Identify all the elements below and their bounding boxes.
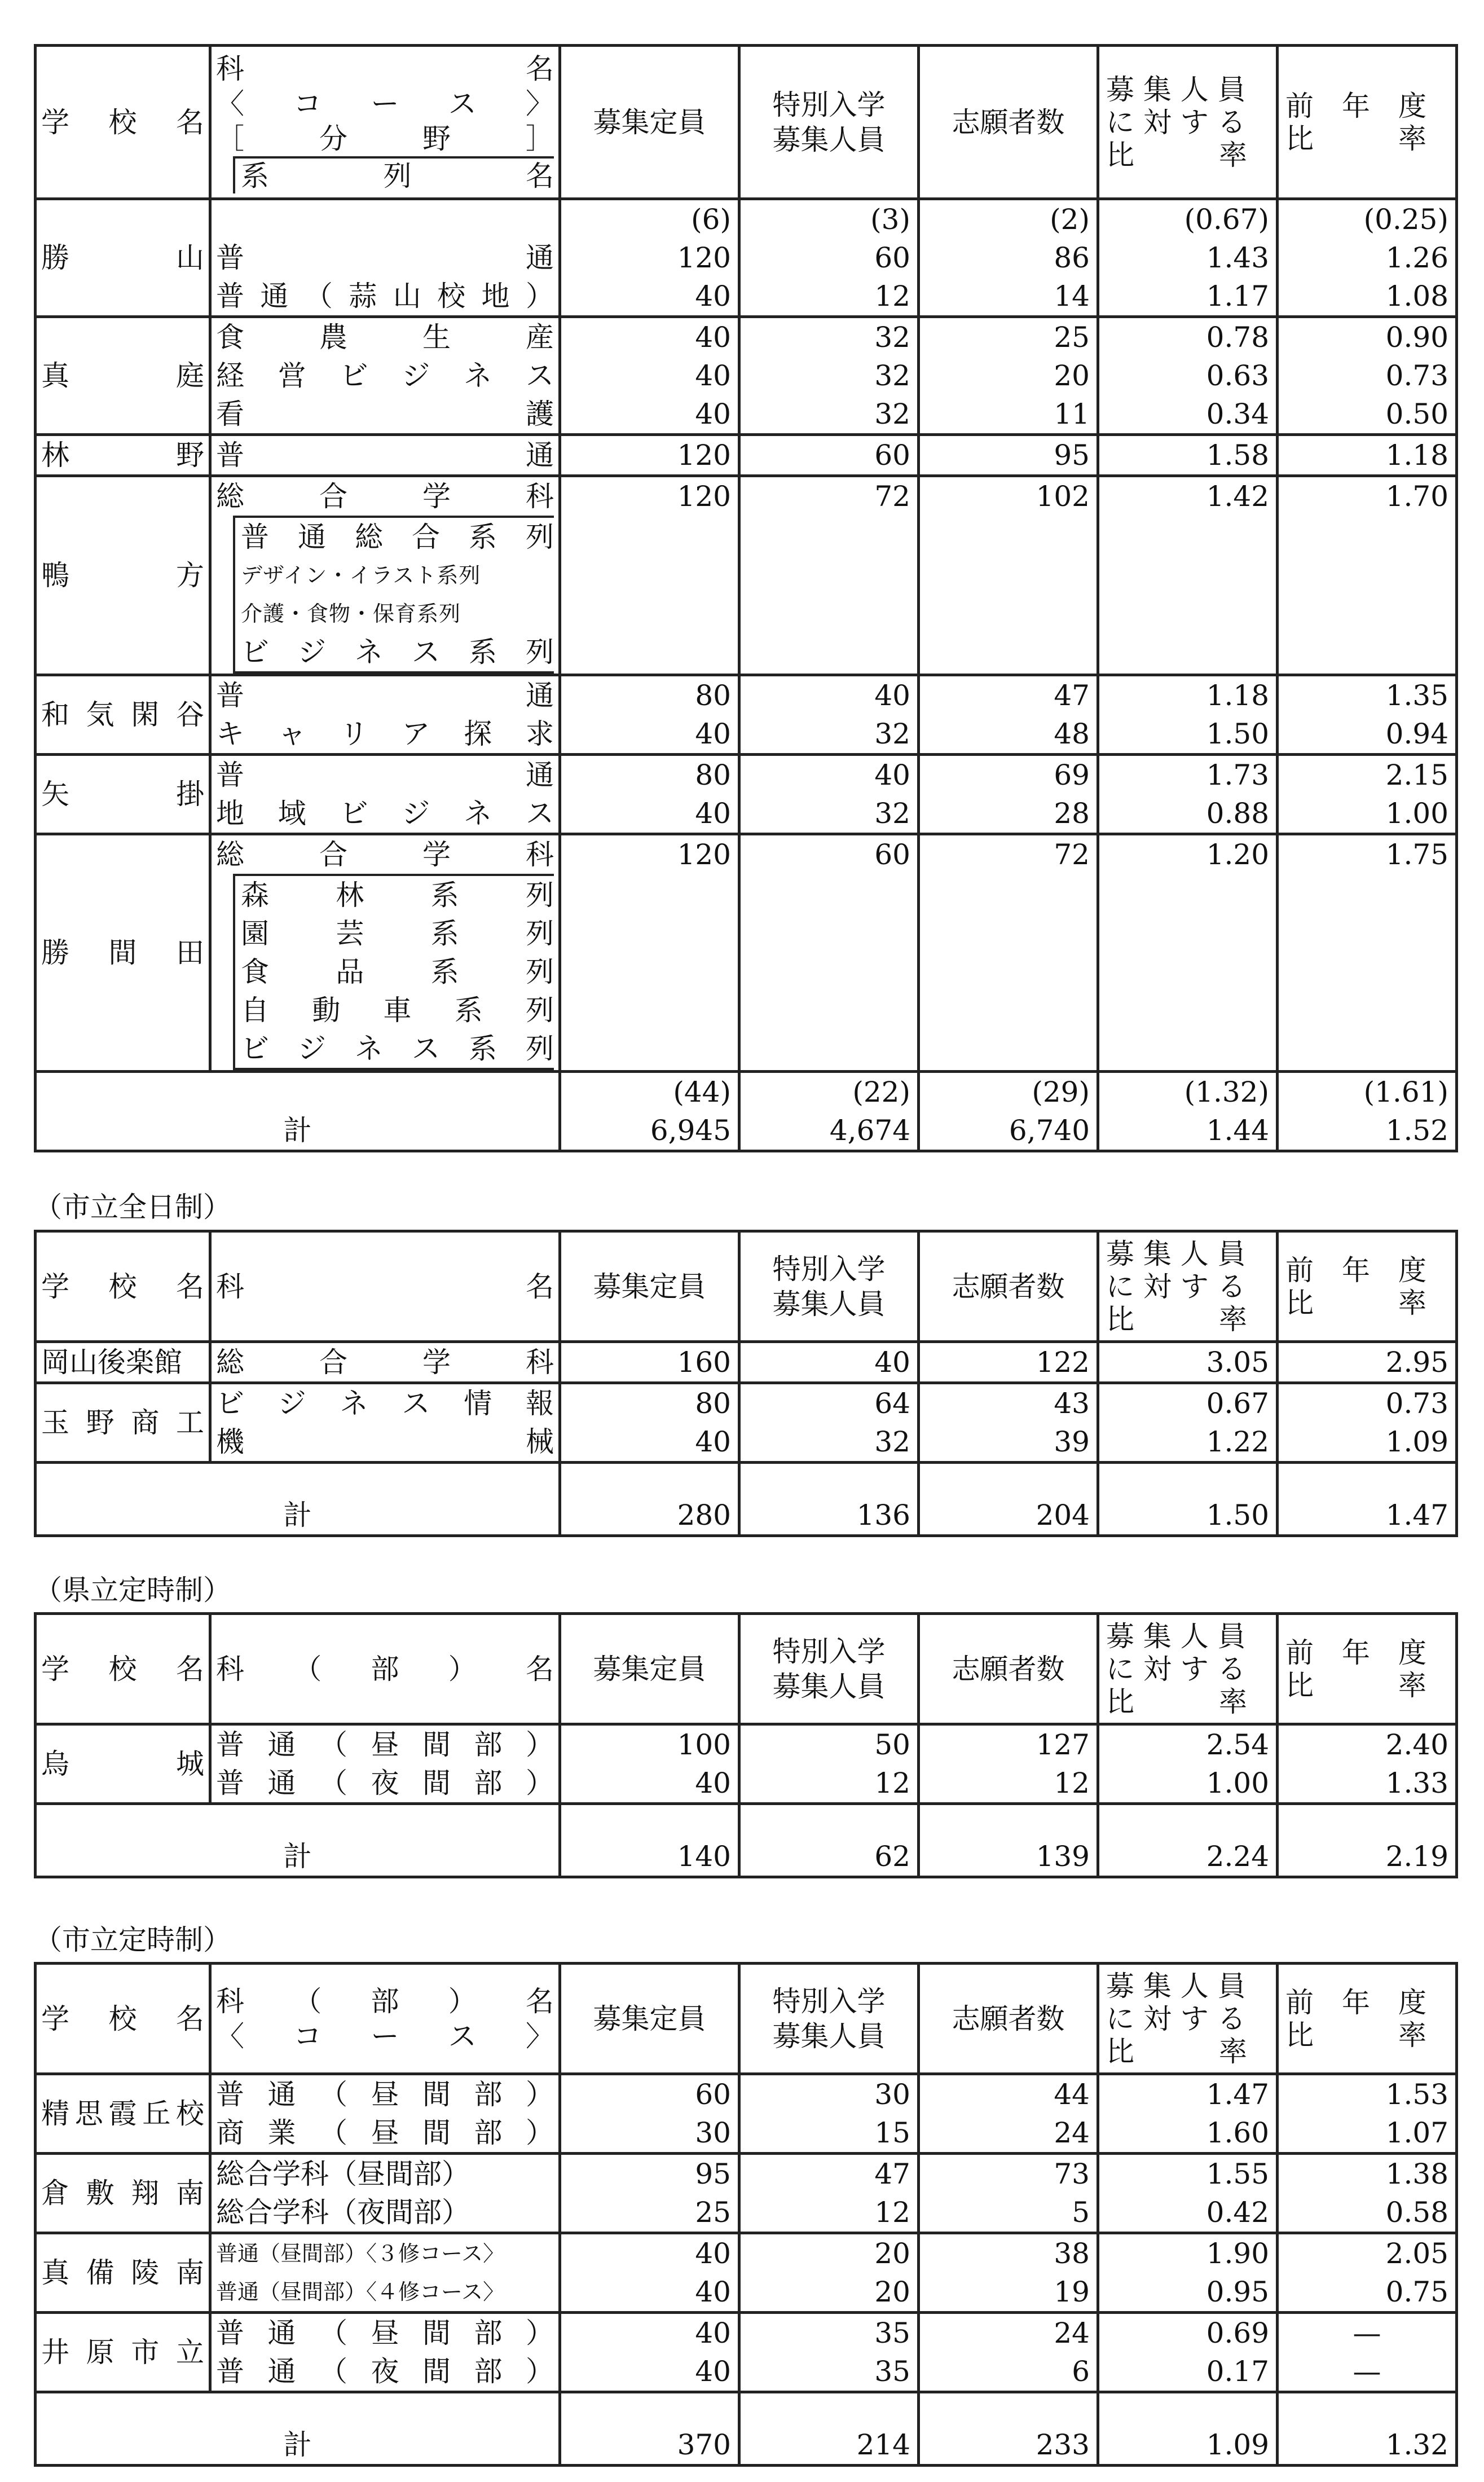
header-ratio: 募 集 人 員 に 対 す る 比 率 [1098, 1614, 1278, 1724]
series-line: ビ ジ ネ ス 系 列 [241, 636, 554, 668]
total-applicants: 204 [919, 1463, 1098, 1536]
table-row [36, 2313, 1457, 2392]
course-line [216, 200, 554, 239]
cell-applicants: (2) 86 14 [919, 199, 1098, 317]
header-course-line: ［ 分 野 ］ [216, 122, 554, 155]
cell-special: 40 [739, 1342, 919, 1383]
header-school [36, 1231, 210, 1342]
school-name [36, 199, 210, 317]
cell-ratio: 1.42 [1098, 476, 1278, 675]
course-line: 商 業 （ 昼 間 部 ） [216, 2116, 554, 2149]
header-course-line: 〈 コ ー ス 〉 [216, 87, 554, 120]
total-label: 計 [36, 1463, 560, 1536]
table-row [36, 2154, 1457, 2233]
header-course-line: 科 名 [216, 52, 554, 85]
table-row [36, 435, 1457, 476]
cell-prev: 1.35 0.94 [1278, 675, 1457, 755]
course-line: 普通（昼間部）〈３修コース〉 [216, 2241, 505, 2266]
cell-capacity: 80 40 [560, 1383, 739, 1463]
cell-special: 60 [739, 435, 919, 476]
course-names [210, 1383, 560, 1463]
cell-capacity: 60 30 [560, 2074, 739, 2154]
school-name [36, 2313, 210, 2392]
cell-ratio: 1.58 [1098, 435, 1278, 476]
header-special: 特別入学 募集人員 [739, 1614, 919, 1724]
cell-capacity: 95 25 [560, 2154, 739, 2233]
course-line: キ ャ リ ア 探 求 [216, 718, 554, 750]
cell-ratio: 1.47 1.60 [1098, 2074, 1278, 2154]
header-applicants: 志願者数 [919, 1964, 1098, 2074]
cell-applicants: 122 [919, 1342, 1098, 1383]
course-names [210, 317, 560, 435]
cell-special: 30 15 [739, 2074, 919, 2154]
header-special: 特別入学 募集人員 [739, 1231, 919, 1342]
table-row [36, 1724, 1457, 1804]
header-school-label: 学 校 名 [41, 2002, 204, 2035]
cell-applicants: 44 24 [919, 2074, 1098, 2154]
header-school-label: 学 校 名 [41, 1270, 204, 1303]
school-name [36, 675, 210, 755]
header-school-label: 学 校 名 [41, 1652, 204, 1686]
total-applicants: (29) 6,740 [919, 1072, 1098, 1151]
total-prev: (1.61) 1.52 [1278, 1072, 1457, 1151]
course-line: 看 護 [216, 398, 554, 430]
course-names [210, 435, 560, 476]
section-caption: （県立定時制） [34, 1574, 231, 1607]
cell-capacity: (6) 120 40 [560, 199, 739, 317]
school-label: 鴨 方 [41, 559, 204, 592]
course-line: 総合学科（昼間部） [216, 2158, 470, 2190]
school-label: 倉 敷 翔 南 [41, 2177, 204, 2210]
course-names [210, 2233, 560, 2313]
cell-applicants: 43 39 [919, 1383, 1098, 1463]
total-capacity: 140 [560, 1804, 739, 1877]
cell-capacity: 40 40 [560, 2233, 739, 2313]
total-capacity: (44) 6,945 [560, 1072, 739, 1151]
cell-ratio: 3.05 [1098, 1342, 1278, 1383]
header-applicants: 志願者数 [919, 1231, 1098, 1342]
cell-applicants: 25 20 11 [919, 317, 1098, 435]
section-caption: （市立定時制） [34, 1924, 231, 1956]
header-school [36, 1964, 210, 2074]
dept-line: 総 合 学 科 [216, 838, 554, 871]
table-city-fulltime [34, 1230, 1455, 1537]
header-course-line: 科 （ 部 ） 名 [216, 1652, 554, 1686]
total-applicants: 233 [919, 2392, 1098, 2466]
cell-applicants: 38 19 [919, 2233, 1098, 2313]
cell-prev: 0.73 1.09 [1278, 1383, 1457, 1463]
total-row [36, 1072, 1457, 1151]
course-line: 普 通 [216, 241, 554, 274]
header-course [210, 1614, 560, 1724]
cell-capacity: 80 40 [560, 675, 739, 755]
cell-applicants: 73 5 [919, 2154, 1098, 2233]
course-names [210, 1342, 560, 1383]
table-row [36, 199, 1457, 317]
course-names [210, 834, 560, 1072]
cell-applicants: 24 6 [919, 2313, 1098, 2392]
header-prev: 前 年 度 比 率 [1278, 1231, 1457, 1342]
total-special: 62 [739, 1804, 919, 1877]
cell-applicants: 95 [919, 435, 1098, 476]
total-label: 計 [36, 1804, 560, 1877]
header-applicants: 志願者数 [919, 1614, 1098, 1724]
cell-capacity: 80 40 [560, 755, 739, 834]
series-line: 介護・食物・保育系列 [241, 601, 461, 626]
cell-applicants: 102 [919, 476, 1098, 675]
school-label: 真 備 陵 南 [41, 2256, 204, 2289]
course-line: 普 通 [216, 439, 554, 472]
table-row [36, 755, 1457, 834]
header-ratio: 募 集 人 員 に 対 す る 比 率 [1098, 1231, 1278, 1342]
series-line: 食 品 系 列 [241, 956, 554, 988]
cell-prev: 1.75 [1278, 834, 1457, 1072]
cell-applicants: 47 48 [919, 675, 1098, 755]
school-name [36, 755, 210, 834]
total-ratio: (1.32) 1.44 [1098, 1072, 1278, 1151]
total-capacity: 370 [560, 2392, 739, 2466]
cell-capacity: 40 40 [560, 2313, 739, 2392]
school-name [36, 2154, 210, 2233]
header-course-line: 科 （ 部 ） 名 [216, 1984, 554, 2018]
cell-ratio: 0.67 1.22 [1098, 1383, 1278, 1463]
course-names [210, 2313, 560, 2392]
dept-line: 総 合 学 科 [216, 480, 554, 513]
header-school [36, 46, 210, 199]
cell-prev: 1.53 1.07 [1278, 2074, 1457, 2154]
cell-special: 60 [739, 834, 919, 1072]
cell-prev: — — [1278, 2313, 1457, 2392]
school-label: 精 思 霞 丘 校 [41, 2097, 204, 2130]
total-special: 214 [739, 2392, 919, 2466]
table-prefectural-fulltime [34, 44, 1455, 1152]
total-prev: 1.47 [1278, 1463, 1457, 1536]
header-school [36, 1614, 210, 1724]
table-row [36, 2074, 1457, 2154]
header-applicants: 志願者数 [919, 46, 1098, 199]
series-line: 森 林 系 列 [241, 879, 554, 912]
school-label: 勝 山 [41, 241, 204, 274]
course-names [210, 199, 560, 317]
cell-capacity: 100 40 [560, 1724, 739, 1804]
course-line: 地 域 ビ ジ ネ ス [216, 797, 554, 830]
cell-prev: 1.18 [1278, 435, 1457, 476]
header-capacity: 募集定員 [560, 1231, 739, 1342]
section-caption: （市立全日制） [34, 1191, 231, 1224]
table-row [36, 476, 1457, 675]
cell-special: 47 12 [739, 2154, 919, 2233]
cell-special: 64 32 [739, 1383, 919, 1463]
cell-capacity: 120 [560, 435, 739, 476]
cell-applicants: 72 [919, 834, 1098, 1072]
cell-ratio: 2.54 1.00 [1098, 1724, 1278, 1804]
series-line: ビ ジ ネ ス 系 列 [241, 1032, 554, 1065]
cell-special: 40 32 [739, 675, 919, 755]
school-label: 勝 間 田 [41, 936, 204, 969]
table-row [36, 675, 1457, 755]
cell-ratio: 1.73 0.88 [1098, 755, 1278, 834]
cell-applicants: 69 28 [919, 755, 1098, 834]
series-box [233, 516, 554, 674]
cell-special: 40 32 [739, 755, 919, 834]
header-capacity: 募集定員 [560, 1614, 739, 1724]
cell-prev: 2.95 [1278, 1342, 1457, 1383]
cell-capacity: 120 [560, 834, 739, 1072]
cell-ratio: 1.90 0.95 [1098, 2233, 1278, 2313]
school-name [36, 1724, 210, 1804]
school-name [36, 435, 210, 476]
course-names [210, 1724, 560, 1804]
cell-prev: (0.25) 1.26 1.08 [1278, 199, 1457, 317]
course-names [210, 675, 560, 755]
cell-ratio: 1.18 1.50 [1098, 675, 1278, 755]
cell-capacity: 120 [560, 476, 739, 675]
header-special: 特別入学 募集人員 [739, 46, 919, 199]
course-line: 普通（昼間部）〈４修コース〉 [216, 2279, 505, 2304]
header-course-line: 系 列 名 [233, 156, 554, 193]
school-name [36, 2074, 210, 2154]
school-name [36, 476, 210, 675]
total-capacity: 280 [560, 1463, 739, 1536]
cell-prev: 1.70 [1278, 476, 1457, 675]
course-line: 普 通 [216, 759, 554, 791]
course-line: 機 械 [216, 1425, 554, 1458]
cell-ratio: 1.20 [1098, 834, 1278, 1072]
cell-applicants: 127 12 [919, 1724, 1098, 1804]
header-course-line: 〈 コ ー ス 〉 [216, 2019, 554, 2053]
header-course [210, 1964, 560, 2074]
table-row [36, 317, 1457, 435]
school-label: 烏 城 [41, 1748, 204, 1780]
course-line: 普 通 （ 昼 間 部 ） [216, 1728, 554, 1761]
header-prev: 前 年 度 比 率 [1278, 1614, 1457, 1724]
school-name [36, 1383, 210, 1463]
header-capacity: 募集定員 [560, 46, 739, 199]
course-names [210, 2074, 560, 2154]
header-school-label: 学 校 名 [41, 105, 204, 139]
school-name [36, 1342, 210, 1383]
school-label: 林 野 [41, 439, 204, 472]
cell-special: (3) 60 12 [739, 199, 919, 317]
table-row [36, 1342, 1457, 1383]
total-prev: 1.32 [1278, 2392, 1457, 2466]
table-row [36, 834, 1457, 1072]
school-label: 玉 野 商 工 [41, 1406, 204, 1439]
course-names [210, 476, 560, 675]
header-course [210, 1231, 560, 1342]
cell-prev: 0.90 0.73 0.50 [1278, 317, 1457, 435]
series-box [233, 874, 554, 1070]
cell-capacity: 40 40 40 [560, 317, 739, 435]
school-label: 矢 掛 [41, 778, 204, 811]
school-name [36, 2233, 210, 2313]
school-label: 井 原 市 立 [41, 2336, 204, 2369]
course-line: 普 通 （ 蒜 山 校 地 ） [216, 280, 554, 313]
course-line: ビ ジ ネ ス 情 報 [216, 1387, 554, 1420]
total-ratio: 1.09 [1098, 2392, 1278, 2466]
total-row [36, 1804, 1457, 1877]
series-line: デザイン・イラスト系列 [241, 563, 481, 588]
course-line: 普 通 [216, 679, 554, 712]
cell-capacity: 160 [560, 1342, 739, 1383]
course-line: 経 営 ビ ジ ネ ス [216, 359, 554, 392]
total-ratio: 2.24 [1098, 1804, 1278, 1877]
total-label: 計 [36, 1072, 560, 1151]
total-prev: 2.19 [1278, 1804, 1457, 1877]
cell-special: 35 35 [739, 2313, 919, 2392]
table-prefectural-parttime [34, 1612, 1455, 1878]
cell-ratio: 0.69 0.17 [1098, 2313, 1278, 2392]
header-ratio: 募 集 人 員 に 対 す る 比 率 [1098, 1964, 1278, 2074]
header-prev: 前 年 度 比 率 [1278, 1964, 1457, 2074]
cell-ratio: 0.78 0.63 0.34 [1098, 317, 1278, 435]
header-course [210, 46, 560, 199]
series-line: 普 通 総 合 系 列 [241, 521, 554, 553]
total-label: 計 [36, 2392, 560, 2466]
header-capacity: 募集定員 [560, 1964, 739, 2074]
header-ratio: 募 集 人 員 に 対 す る 比 率 [1098, 46, 1278, 199]
cell-special: 50 12 [739, 1724, 919, 1804]
total-row [36, 1463, 1457, 1536]
cell-special: 20 20 [739, 2233, 919, 2313]
cell-special: 72 [739, 476, 919, 675]
course-line: 総 合 学 科 [216, 1346, 554, 1379]
cell-prev: 2.15 1.00 [1278, 755, 1457, 834]
header-special: 特別入学 募集人員 [739, 1964, 919, 2074]
course-line: 食 農 生 産 [216, 321, 554, 354]
course-line: 普 通 （ 夜 間 部 ） [216, 2355, 554, 2388]
school-name [36, 834, 210, 1072]
header-course-line: 科 名 [216, 1270, 554, 1303]
cell-prev: 2.05 0.75 [1278, 2233, 1457, 2313]
total-applicants: 139 [919, 1804, 1098, 1877]
table-row [36, 1383, 1457, 1463]
course-names [210, 2154, 560, 2233]
school-name [36, 317, 210, 435]
course-line: 総合学科（夜間部） [216, 2196, 470, 2229]
course-names [210, 755, 560, 834]
cell-prev: 1.38 0.58 [1278, 2154, 1457, 2233]
total-ratio: 1.50 [1098, 1463, 1278, 1536]
school-label: 和 気 閑 谷 [41, 698, 204, 731]
course-line: 普 通 （ 昼 間 部 ） [216, 2317, 554, 2349]
cell-ratio: (0.67) 1.43 1.17 [1098, 199, 1278, 317]
cell-special: 32 32 32 [739, 317, 919, 435]
series-line: 園 芸 系 列 [241, 917, 554, 950]
table-row [36, 2233, 1457, 2313]
total-row [36, 2392, 1457, 2466]
header-prev: 前 年 度 比 率 [1278, 46, 1457, 199]
cell-prev: 2.40 1.33 [1278, 1724, 1457, 1804]
course-line: 普 通 （ 夜 間 部 ） [216, 1767, 554, 1799]
school-label: 岡山後楽館 [41, 1346, 182, 1379]
total-special: 136 [739, 1463, 919, 1536]
total-special: (22) 4,674 [739, 1072, 919, 1151]
table-city-parttime [34, 1962, 1455, 2467]
school-label: 真 庭 [41, 359, 204, 392]
series-line: 自 動 車 系 列 [241, 994, 554, 1027]
cell-ratio: 1.55 0.42 [1098, 2154, 1278, 2233]
course-line: 普 通 （ 昼 間 部 ） [216, 2078, 554, 2111]
